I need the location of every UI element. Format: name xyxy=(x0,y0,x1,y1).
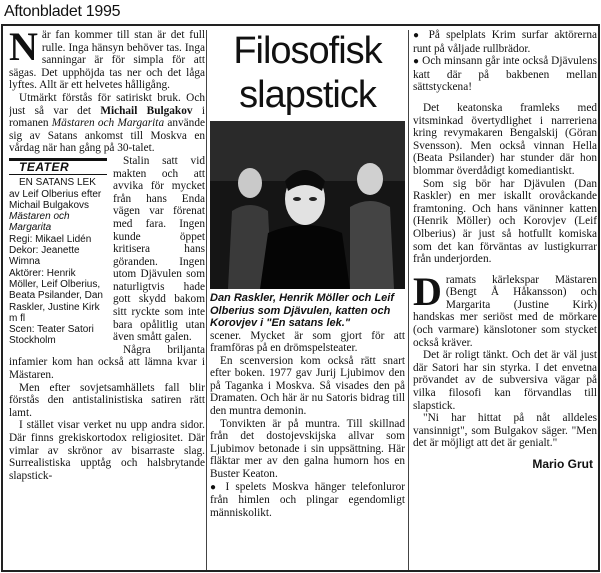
paragraph: I stället visar verket nu upp andra sidor. Där finns grekiskortodox religiositet. Där vimlar av skrönor av bisarraste slag. Surrealistiska upptåg och halsbrytande slapstick- xyxy=(9,419,205,482)
lead-paragraph: När fan kommer till stan är det full rulle. Inga hänsyn behöver tas. Inga sanningar är för simpla för att sägas. Det upphöjda tas ner och det låga lyftes. Allt är ett helvetes hålligång. xyxy=(9,29,205,92)
headline: Filosofisk slapstick xyxy=(233,30,382,116)
fact-box-tag: TEATER xyxy=(9,158,107,175)
paragraph: Dramats kärlekspar Mästaren (Bengt Å Håkansson) och Margarita (Justine Kirk) handskas mer seriöst med de mörkare (och varmare) känslotoner som stycket också kräver. xyxy=(413,268,597,349)
paragraph: Men efter sovjetsamhällets fall blir förstås den antistalinistiska satiren rätt lamt. xyxy=(9,381,205,419)
actors-image xyxy=(210,121,405,289)
paragraph: Några briljanta infamier kom han också att lämna kvar i Mästaren. xyxy=(9,343,205,382)
article-frame xyxy=(1,24,600,572)
paragraph: TEATER EN SATANS LEK av Leif Olberius efter Michail Bulgakovs Mästaren och Margarita Regi: Mikael Lidén Dekor: Jeanette Wimna Aktörer: Henrik Möller, Leif Olberius, Beata Psilander, Dan Raskler, Justine Kirk m fl Scen: Teater Satori Stockholm Stalin satt vid makten och att avvika för mycket från hans Enda vägen var förenat med fara. Ingen kunde öppet kritisera hans göranden. Ingen utom Djävulen som naturligtvis hade gott skydd bakom sitt ryckte som inte bara opålitlig utan även smått galen. xyxy=(9,154,205,347)
paragraph: scener. Mycket är som gjort för att framföras på en drömspelsteater. xyxy=(210,329,405,355)
column-right xyxy=(413,29,597,571)
fact-box-play: EN SATANS LEK xyxy=(19,177,96,189)
fact-box-director: Regi: Mikael Lidén xyxy=(9,233,92,245)
bullet-icon: ● xyxy=(413,56,420,68)
paragraph: Tonvikten är på muntra. Till skillnad från det dostojevskijska allvar som Ljubimov betonade i sin uppsättning. Här fläktar mer av den galna humorn hos en Buster Keaton. xyxy=(210,417,405,481)
paragraph: En scenversion kom också rätt snart efter boken. 1977 gav Jurij Ljubimov den på Taganka i Moskva. Så visades den på Dramaten. Och här är nu Satoris bidrag till den muntra demonin. xyxy=(210,354,405,418)
column-divider xyxy=(408,30,409,570)
paragraph: Det är roligt tänkt. Och det är väl just där Satori har sin styrka. I det envetna prövandet av de subversiva vägar på vilka filosofi kan förvandlas till slapstick. xyxy=(413,349,597,412)
novel-title: Mästaren och Margarita xyxy=(51,117,165,130)
drop-cap: N xyxy=(9,29,38,69)
drop-cap: D xyxy=(413,268,442,314)
photo-caption: Dan Raskler, Henrik Möller och Leif Olberius som Djävulen, katten och Korovjev i "En satans lek." xyxy=(210,292,395,329)
paragraph: Som sig bör har Djävulen (Dan Raskler) en mer iskallt orovåckande framtoning. Och hans väninner katten (Henrik Möller) och Korovjev (Leif Olberius) är just så hotfullt komiska som det kan förväntas av lustigkurrar från underjorden. xyxy=(413,177,597,266)
paragraph: ● I spelets Moskva hänger telefonluror från himlen och plingar egendomligt människolikt. xyxy=(210,480,405,519)
paragraph: Utmärkt förstås för satiriskt bruk. Och just så var det Michail Bulgakov i romanen Mästaren och Margarita använde sig av Satans ankomst till Moskva en vårdag när han gång på 30-talet. xyxy=(9,91,205,155)
production-photo xyxy=(210,121,405,289)
fact-box-set: Dekor: Jeanette Wimna xyxy=(9,245,80,268)
column-left xyxy=(9,29,205,571)
column-divider xyxy=(206,30,207,570)
bullet-icon: ● xyxy=(413,30,423,41)
masthead: Aftonbladet 1995 xyxy=(4,3,121,20)
fact-box-cast: Aktörer: Henrik Möller, Leif Olberius, Beata Psilander, Dan Raskler, Justine Kirk m fl xyxy=(9,267,103,324)
fact-box: TEATER EN SATANS LEK av Leif Olberius efter Michail Bulgakovs Mästaren och Margarita Regi: Mikael Lidén Dekor: Jeanette Wimna Aktörer: Henrik Möller, Leif Olberius, Beata Psilander, Dan Raskler, Justine Kirk m fl Scen: Teater Satori Stockholm xyxy=(9,158,107,347)
bullet-icon: ● xyxy=(210,481,220,493)
author-name: Michail Bulgakov xyxy=(100,104,193,117)
paragraph: ● På spelplats Krim surfar aktörerna runt på våljade rullbrädor. xyxy=(413,29,597,55)
fact-box-stage: Scen: Teater Satori Stockholm xyxy=(9,324,94,347)
byline: Mario Grut xyxy=(532,457,593,471)
paragraph: Det keatonska framleks med vitsminkad övertydlighet i narreriena kring revymakaren Bengalskij (Göran Svensson). Men också vinnan Hella (Beata Psilander) har stunder där hon blommar överdådigt komediantiskt. xyxy=(413,101,597,177)
column-middle xyxy=(210,29,405,571)
fact-box-title: Mästaren och Margarita xyxy=(9,211,70,234)
paragraph: ● Och minsann går inte också Djävulens katt där på bakbenen mellan sättstyckena! xyxy=(413,55,597,94)
paragraph: "Ni har hittat på nåt alldeles vansinnigt", som Bulgakov säger. "Men det är möjligt att det är genialt." xyxy=(413,412,597,450)
